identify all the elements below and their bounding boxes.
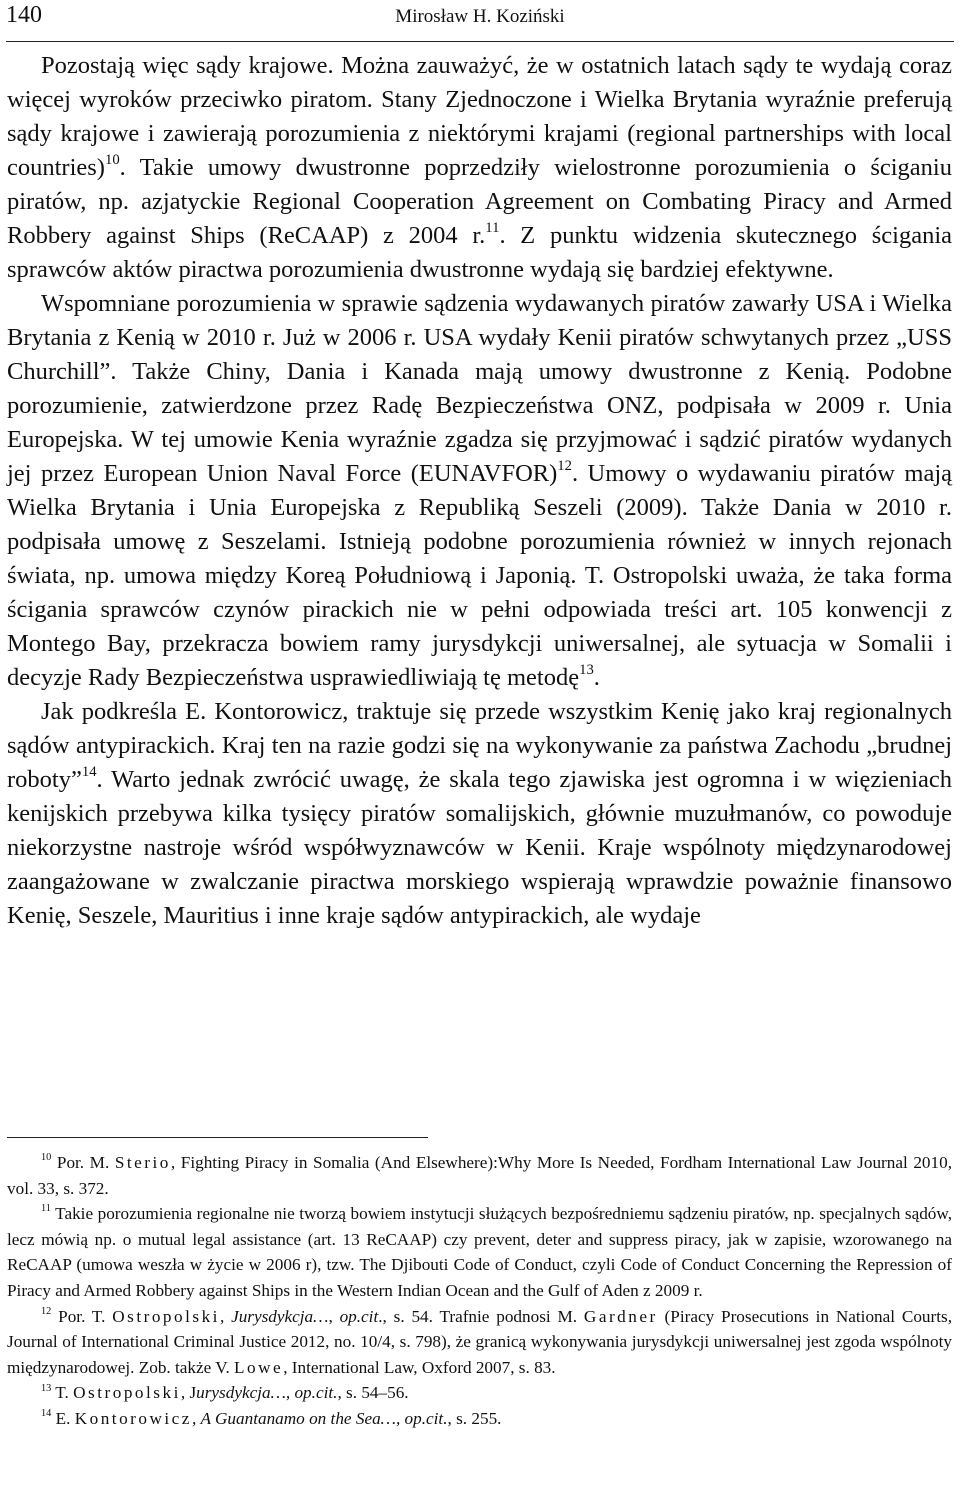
op-cit: op.cit	[339, 1306, 379, 1326]
paragraph: Jak podkreśla E. Kontorowicz, traktuje się przede wszystkim Kenię jako kraj regionalnych sądów antypirackich. Kraj ten na razie godzi się na wykonywanie za państwa Zachodu „brudnej roboty”$^{14}$. Warto jednak zwrócić uwagę, że skala tego zjawiska jest ogromna i w więzieniach kenijskich przebywa kilka tysięcy piratów somalijskich, głównie muzułmanów, co powoduje niekorzystne nastroje wśród współwyznawców w Kenii. Kraje wspólnoty międzynarodowej zaangażowane w zwalczanie piractwa morskiego wspierają wprawdzie poważnie finansowo Kenię, Seszele, Mauritius i inne kraje sądów antypirackich, ale wydaje	[7, 698, 952, 929]
author-name: Lowe	[234, 1357, 284, 1377]
author-name: Ostropolski	[73, 1383, 181, 1403]
paragraph: Pozostają więc sądy krajowe. Można zauważyć, że w ostatnich latach sądy te wydają coraz więcej wyroków przeciwko piratom. Stany Zjednoczone i Wielka Brytania wyraźnie preferują sądy krajowe i zawierają porozumienia z niektórymi krajami (regional partnerships with local countries)$^{10}$. Takie umowy dwustronne poprzedziły wielostronne porozumienia o ściganiu piratów, np. azjatyckie Regional Cooperation Agreement on Combating Piracy and Armed Robbery against Ships (ReCAAP) z 2004 r.$^{11}$. Z punktu widzenia skutecznego ścigania sprawców aktów piractwa porozumienia dwustronne wydają się bardziej efektywne.	[7, 52, 952, 283]
author-name: Gardner	[583, 1306, 658, 1326]
footnote-separator	[7, 1137, 428, 1138]
main-text	[7, 49, 952, 933]
running-header	[6, 0, 954, 42]
footnote-number: 10	[41, 1152, 52, 1164]
footnote-10: $^{10}$ Por. M. Sterio, Fighting Piracy in Somalia (And Elsewhere):Why More Is Needed, Fordham International Law Journal 2010, vol. 33, s. 372.	[7, 1152, 952, 1198]
footnote-14: $^{14}$ E. Kontorowicz, A Guantanamo on the Sea…, op.cit., s. 255.	[41, 1408, 502, 1428]
footnote-number: 14	[41, 1408, 52, 1420]
author-name: Ostropolski	[112, 1306, 220, 1326]
footnote-ref[interactable]: 14	[81, 764, 97, 781]
work-title: Jurysdykcja…	[231, 1306, 329, 1326]
work-title: urysdykcja…, op.cit.	[196, 1383, 338, 1403]
running-head-author: Mirosław H. Koziński	[395, 6, 565, 27]
footnote-12: $^{12}$ Por. T. Ostropolski, Jurysdykcja…, op.cit., s. 54. Trafnie podnosi M. Gardner (Piracy Prosecutions in National Courts, Journal of International Criminal Justice 2012, no. 10/4, s. 798), że granicą wykonywania jurysdykcji uniwersalnej jest zgoda wspólnoty międzynarodowej. Zob. także V. Lowe, International Law, Oxford 2007, s. 83.	[7, 1305, 953, 1377]
author-name: Sterio	[114, 1153, 171, 1172]
footnote-11: $^{11}$ Takie porozumienia regionalne nie tworzą bowiem instytucji służących bezpośredniemu sądzeniu piratów, np. specjalnych sądów, lecz mówią np. o mutual legal assistance (art. 13 ReCAAP) czy prevent, deter and suppress piracy, jak w zapisie, wzorowanego na ReCAAP (umowa weszła w życie w 2006 r), tzw. The Djibouti Code of Conduct, czyli Code of Conduct Concerning the Repression of Piracy and Armed Robbery against Ships in the Western Indian Ocean and the Gulf of Aden z 2009 r.	[7, 1203, 952, 1300]
footnote-ref[interactable]: 11	[485, 220, 500, 237]
footnote-ref[interactable]: 13	[579, 662, 594, 679]
footnote-number: 13	[41, 1382, 52, 1394]
footnote-ref[interactable]: 10	[104, 152, 120, 169]
paragraph: Wspomniane porozumienia w sprawie sądzenia wydawanych piratów zawarły USA i Wielka Brytania z Kenią w 2010 r. Już w 2006 r. USA wydały Kenii piratów schwytanych przez „USS Churchill”. Także Chiny, Dania i Kanada mają umowy dwustronne z Kenią. Podobne porozumienie, zatwierdzone przez Radę Bezpieczeństwa ONZ, podpisała w 2009 r. Unia Europejska. W tej umowie Kenia wyraźnie zgadza się przyjmować i sądzić piratów wydanych jej przez European Union Naval Force (EUNAVFOR)$^{12}$. Umowy o wydawaniu piratów mają Wielka Brytania i Unia Europejska z Republiką Seszeli (2009). Także Dania w 2010 r. podpisała umowę z Seszelami. Istnieją podobne porozumienia również w innych rejonach świata, np. umowa między Koreą Południową i Japonią. T. Ostropolski uważa, że taka forma ścigania sprawców czynów pirackich nie w pełni odpowiada treści art. 105 konwencji z Montego Bay, przekracza bowiem ramy jurysdykcji uniwersalnej, ale sytuacja w Somalii i decyzje Rady Bezpieczeństwa usprawiedliwiają tę metodę$^{13}$.	[7, 290, 953, 691]
footnote-number: 11	[41, 1203, 51, 1215]
footnote-ref[interactable]: 12	[557, 458, 572, 475]
footnotes	[7, 1150, 952, 1432]
footnote-13: $^{13}$ T. Ostropolski, Jurysdykcja…, op.cit., s. 54–56.	[41, 1382, 409, 1403]
author-name: Kontorowicz	[74, 1408, 192, 1428]
page-number: 140	[6, 2, 42, 28]
work-title: A Guantanamo on the Sea…, op.cit.	[200, 1408, 448, 1428]
footnote-number: 12	[41, 1305, 52, 1317]
